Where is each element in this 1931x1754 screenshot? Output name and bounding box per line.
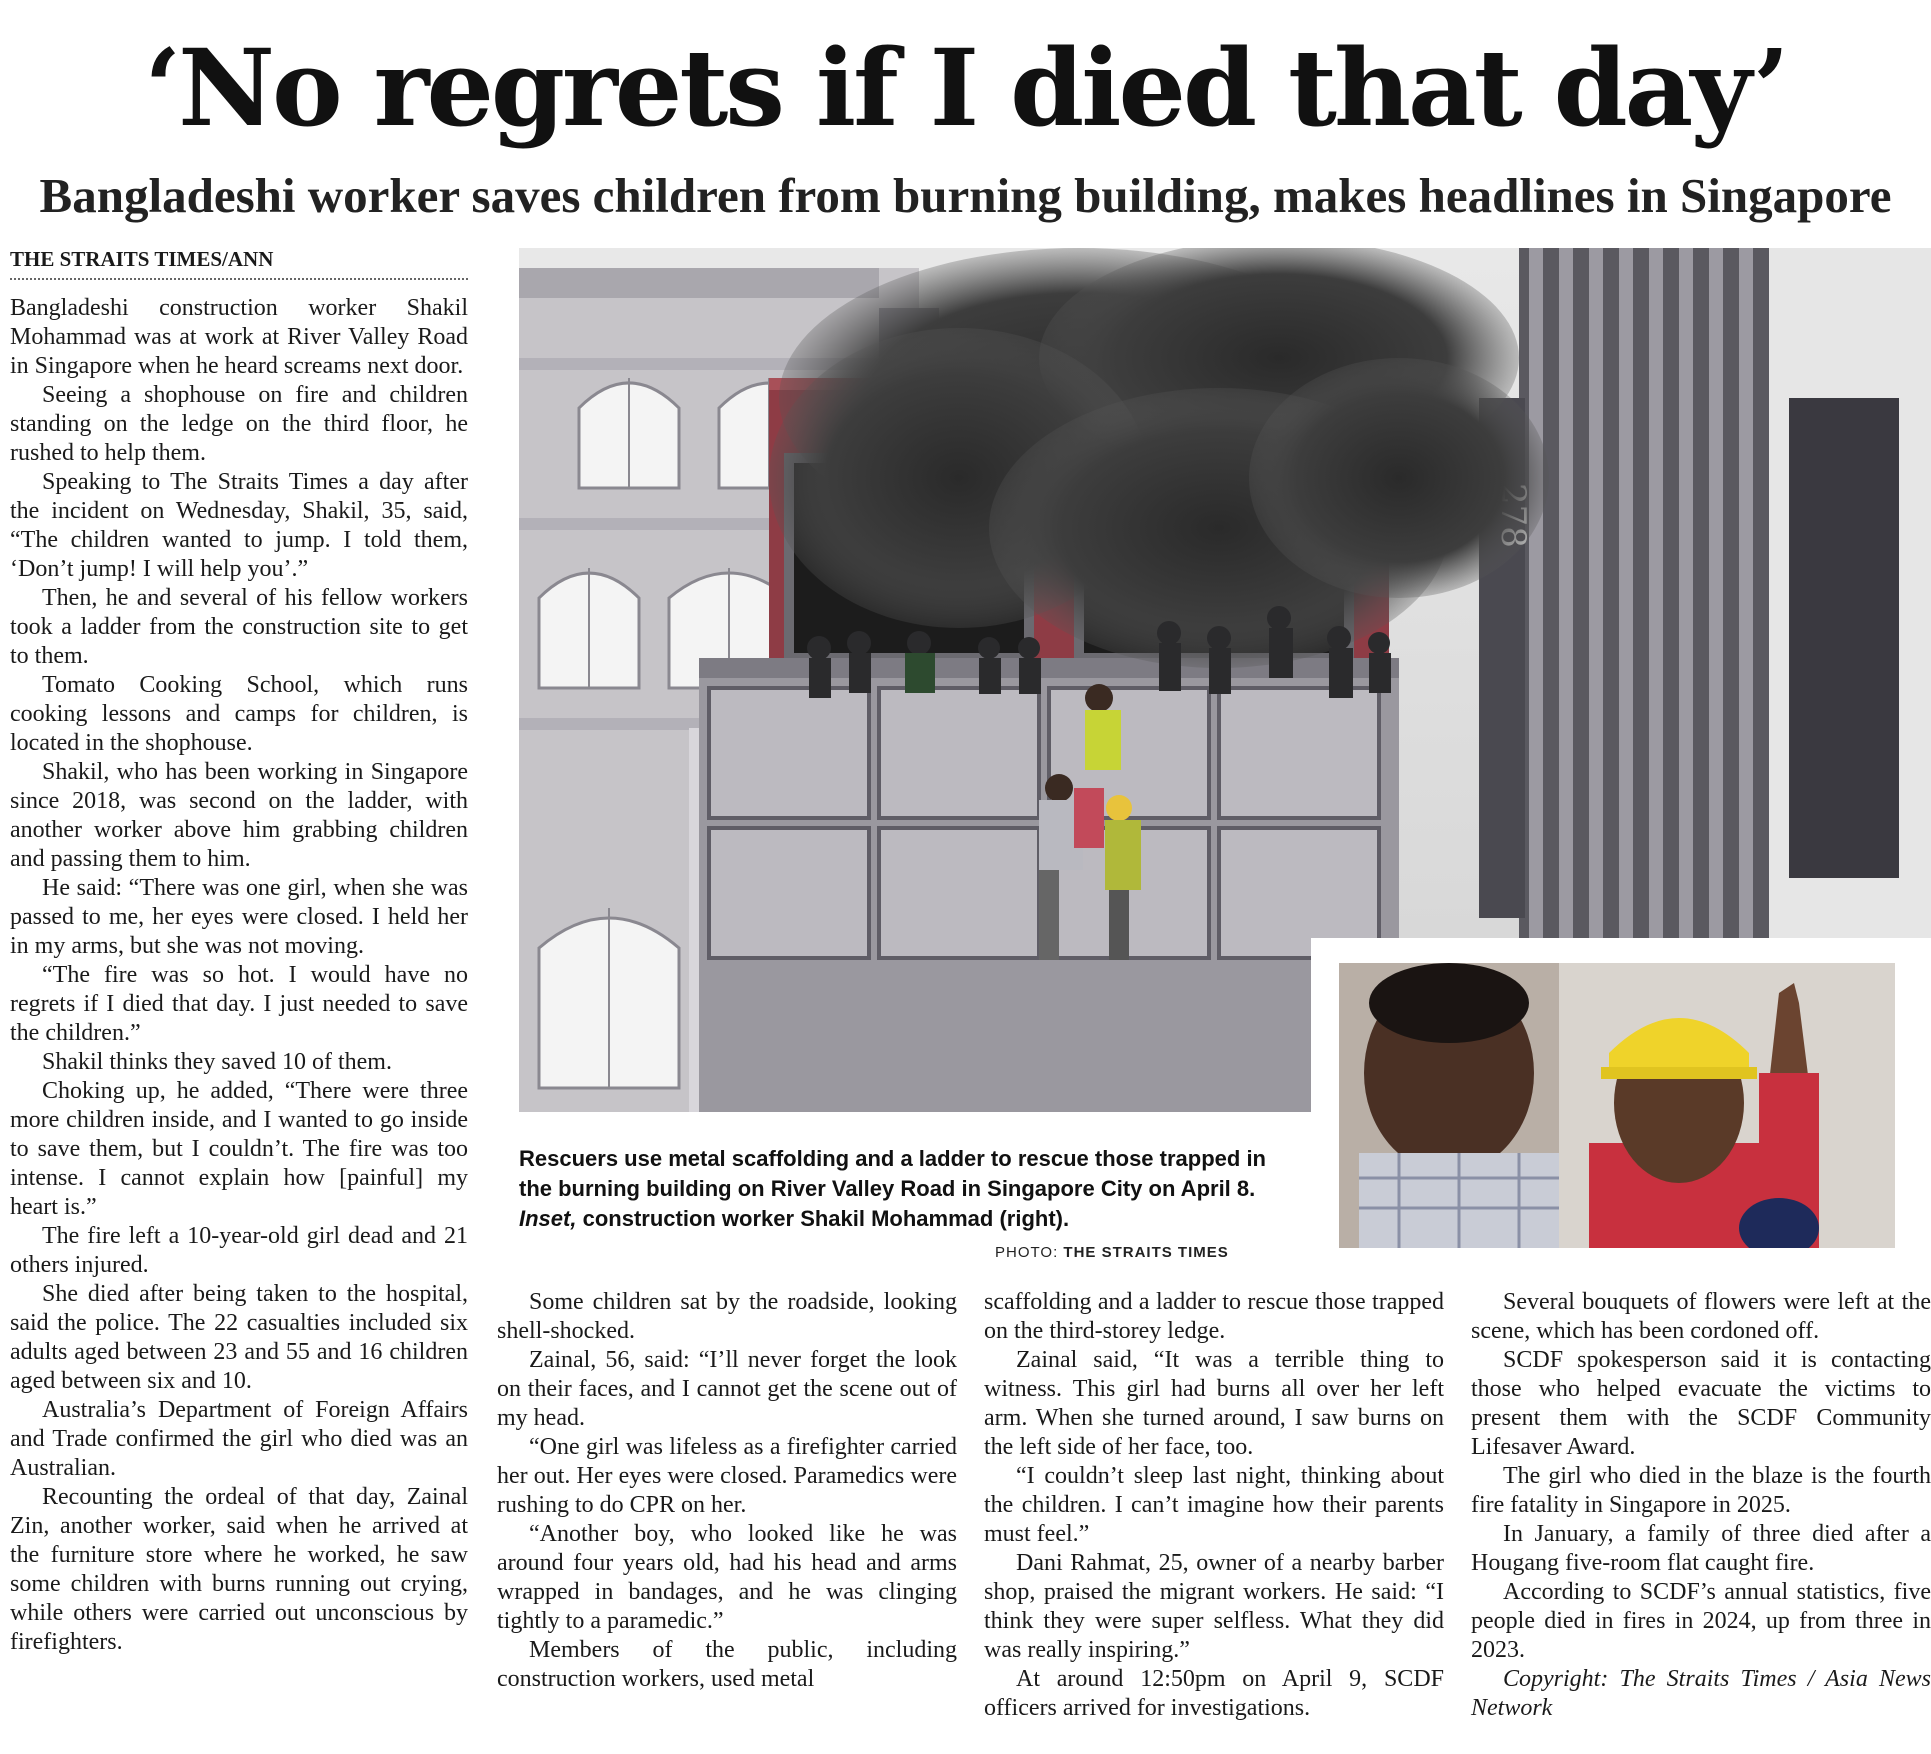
- paragraph: Speaking to The Straits Times a day after the incident on Wednesday, Shakil, 35, said, “The children wanted to jump. I told them, ‘Don’t jump! I will help you’.”: [10, 469, 468, 582]
- photo-credit-source: THE STRAITS TIMES: [1063, 1244, 1229, 1261]
- caption-inset-text: construction worker Shakil Mohammad (right).: [582, 1206, 1070, 1231]
- paragraph: Australia’s Department of Foreign Affairs and Trade confirmed the girl who died was an Australian.: [10, 1397, 468, 1481]
- paragraph: Members of the public, including construction workers, used metal: [497, 1637, 957, 1692]
- paragraph: “Another boy, who looked like he was around four years old, had his head and arms wrapped in bandages, and he was clinging tightly to a paramedic.”: [497, 1521, 957, 1634]
- paragraph: The girl who died in the blaze is the fourth fire fatality in Singapore in 2025.: [1471, 1463, 1931, 1518]
- copyright-line: Copyright: The Straits Times / Asia News Network: [1471, 1666, 1931, 1721]
- paragraph: At around 12:50pm on April 9, SCDF officers arrived for investigations.: [984, 1666, 1444, 1721]
- paragraph: Shakil thinks they saved 10 of them.: [42, 1049, 392, 1075]
- caption-inset-label: Inset,: [519, 1206, 577, 1231]
- photo-credit-label: PHOTO:: [995, 1244, 1059, 1261]
- paragraph: Recounting the ordeal of that day, Zainal Zin, another worker, said when he arrived at the furniture store where he worked, he saw some children with burns running out crying, while others were carried out unconscious by firefighters.: [10, 1484, 468, 1655]
- paragraph: Bangladeshi construction worker Shakil Mohammad was at work at River Valley Road in Singapore when he heard screams next door.: [10, 295, 468, 379]
- paragraph: Dani Rahmat, 25, owner of a nearby barber shop, praised the migrant workers. He said: “I think they were super selfless. What they did was really inspiring.”: [984, 1550, 1444, 1663]
- subheadline: Bangladeshi worker saves children from burning building, makes headlines in Singapore: [39, 168, 1892, 223]
- article-column-1: [10, 294, 468, 1657]
- paragraph: According to SCDF’s annual statistics, five people died in fires in 2024, up from three in 2023.: [1471, 1579, 1931, 1663]
- paragraph: Then, he and several of his fellow workers took a ladder from the construction site to get to them.: [10, 585, 468, 669]
- paragraph: scaffolding and a ladder to rescue those trapped on the third-storey ledge.: [984, 1289, 1444, 1344]
- photo-credit: [995, 1244, 1229, 1261]
- paragraph: “The fire was so hot. I would have no regrets if I died that day. I just needed to save the children.”: [10, 962, 468, 1046]
- paragraph: “One girl was lifeless as a firefighter carried her out. Her eyes were closed. Paramedics were rushing to do CPR on her.: [497, 1434, 957, 1518]
- paragraph: Tomato Cooking School, which runs cooking lessons and camps for children, is located in the shophouse.: [10, 672, 468, 756]
- paragraph: The fire left a 10-year-old girl dead and 21 others injured.: [10, 1223, 468, 1278]
- paragraph: He said: “There was one girl, when she was passed to me, her eyes were closed. I held her in my arms, but she was not moving.: [10, 875, 468, 959]
- inset-photo-shakil: [1339, 963, 1895, 1248]
- headline: ‘No regrets if I died that day’: [144, 25, 1787, 150]
- paragraph: Some children sat by the roadside, looking shell-shocked.: [497, 1289, 957, 1344]
- article-column-3: [984, 1288, 1444, 1723]
- paragraph: Several bouquets of flowers were left at the scene, which has been cordoned off.: [1471, 1289, 1931, 1344]
- paragraph: SCDF spokesperson said it is contacting those who helped evacuate the victims to present them with the SCDF Community Lifesaver Award.: [1471, 1347, 1931, 1460]
- paragraph: In January, a family of three died after a Hougang five-room flat caught fire.: [1471, 1521, 1931, 1576]
- photo-caption: [519, 1144, 1269, 1234]
- source-byline: THE STRAITS TIMES/ANN: [10, 246, 468, 280]
- paragraph: Shakil, who has been working in Singapore since 2018, was second on the ladder, with another worker above him grabbing children and passing them to him.: [10, 759, 468, 872]
- article-column-4: [1471, 1288, 1931, 1723]
- paragraph: Zainal, 56, said: “I’ll never forget the look on their faces, and I cannot get the scene out of my head.: [497, 1347, 957, 1431]
- caption-main: Rescuers use metal scaffolding and a ladder to rescue those trapped in the burning building on River Valley Road in Singapore City on April 8.: [519, 1146, 1266, 1201]
- paragraph: “I couldn’t sleep last night, thinking about the children. I can’t imagine how their parents must feel.”: [984, 1463, 1444, 1547]
- paragraph: She died after being taken to the hospital, said the police. The 22 casualties included six adults aged between 23 and 55 and 16 children aged between six and 10.: [10, 1281, 468, 1394]
- paragraph: Zainal said, “It was a terrible thing to witness. This girl had burns all over her left arm. When she turned around, I saw burns on the left side of her face, too.: [984, 1347, 1444, 1460]
- inset-photo-frame: [1311, 938, 1931, 1268]
- paragraph: Choking up, he added, “There were three more children inside, and I wanted to go inside to save them, but I couldn’t. The fire was too intense. I cannot explain how [painful] my heart is.”: [10, 1078, 468, 1220]
- article-column-2: [497, 1288, 957, 1694]
- paragraph: Seeing a shophouse on fire and children standing on the ledge on the third floor, he rushed to help them.: [10, 382, 468, 466]
